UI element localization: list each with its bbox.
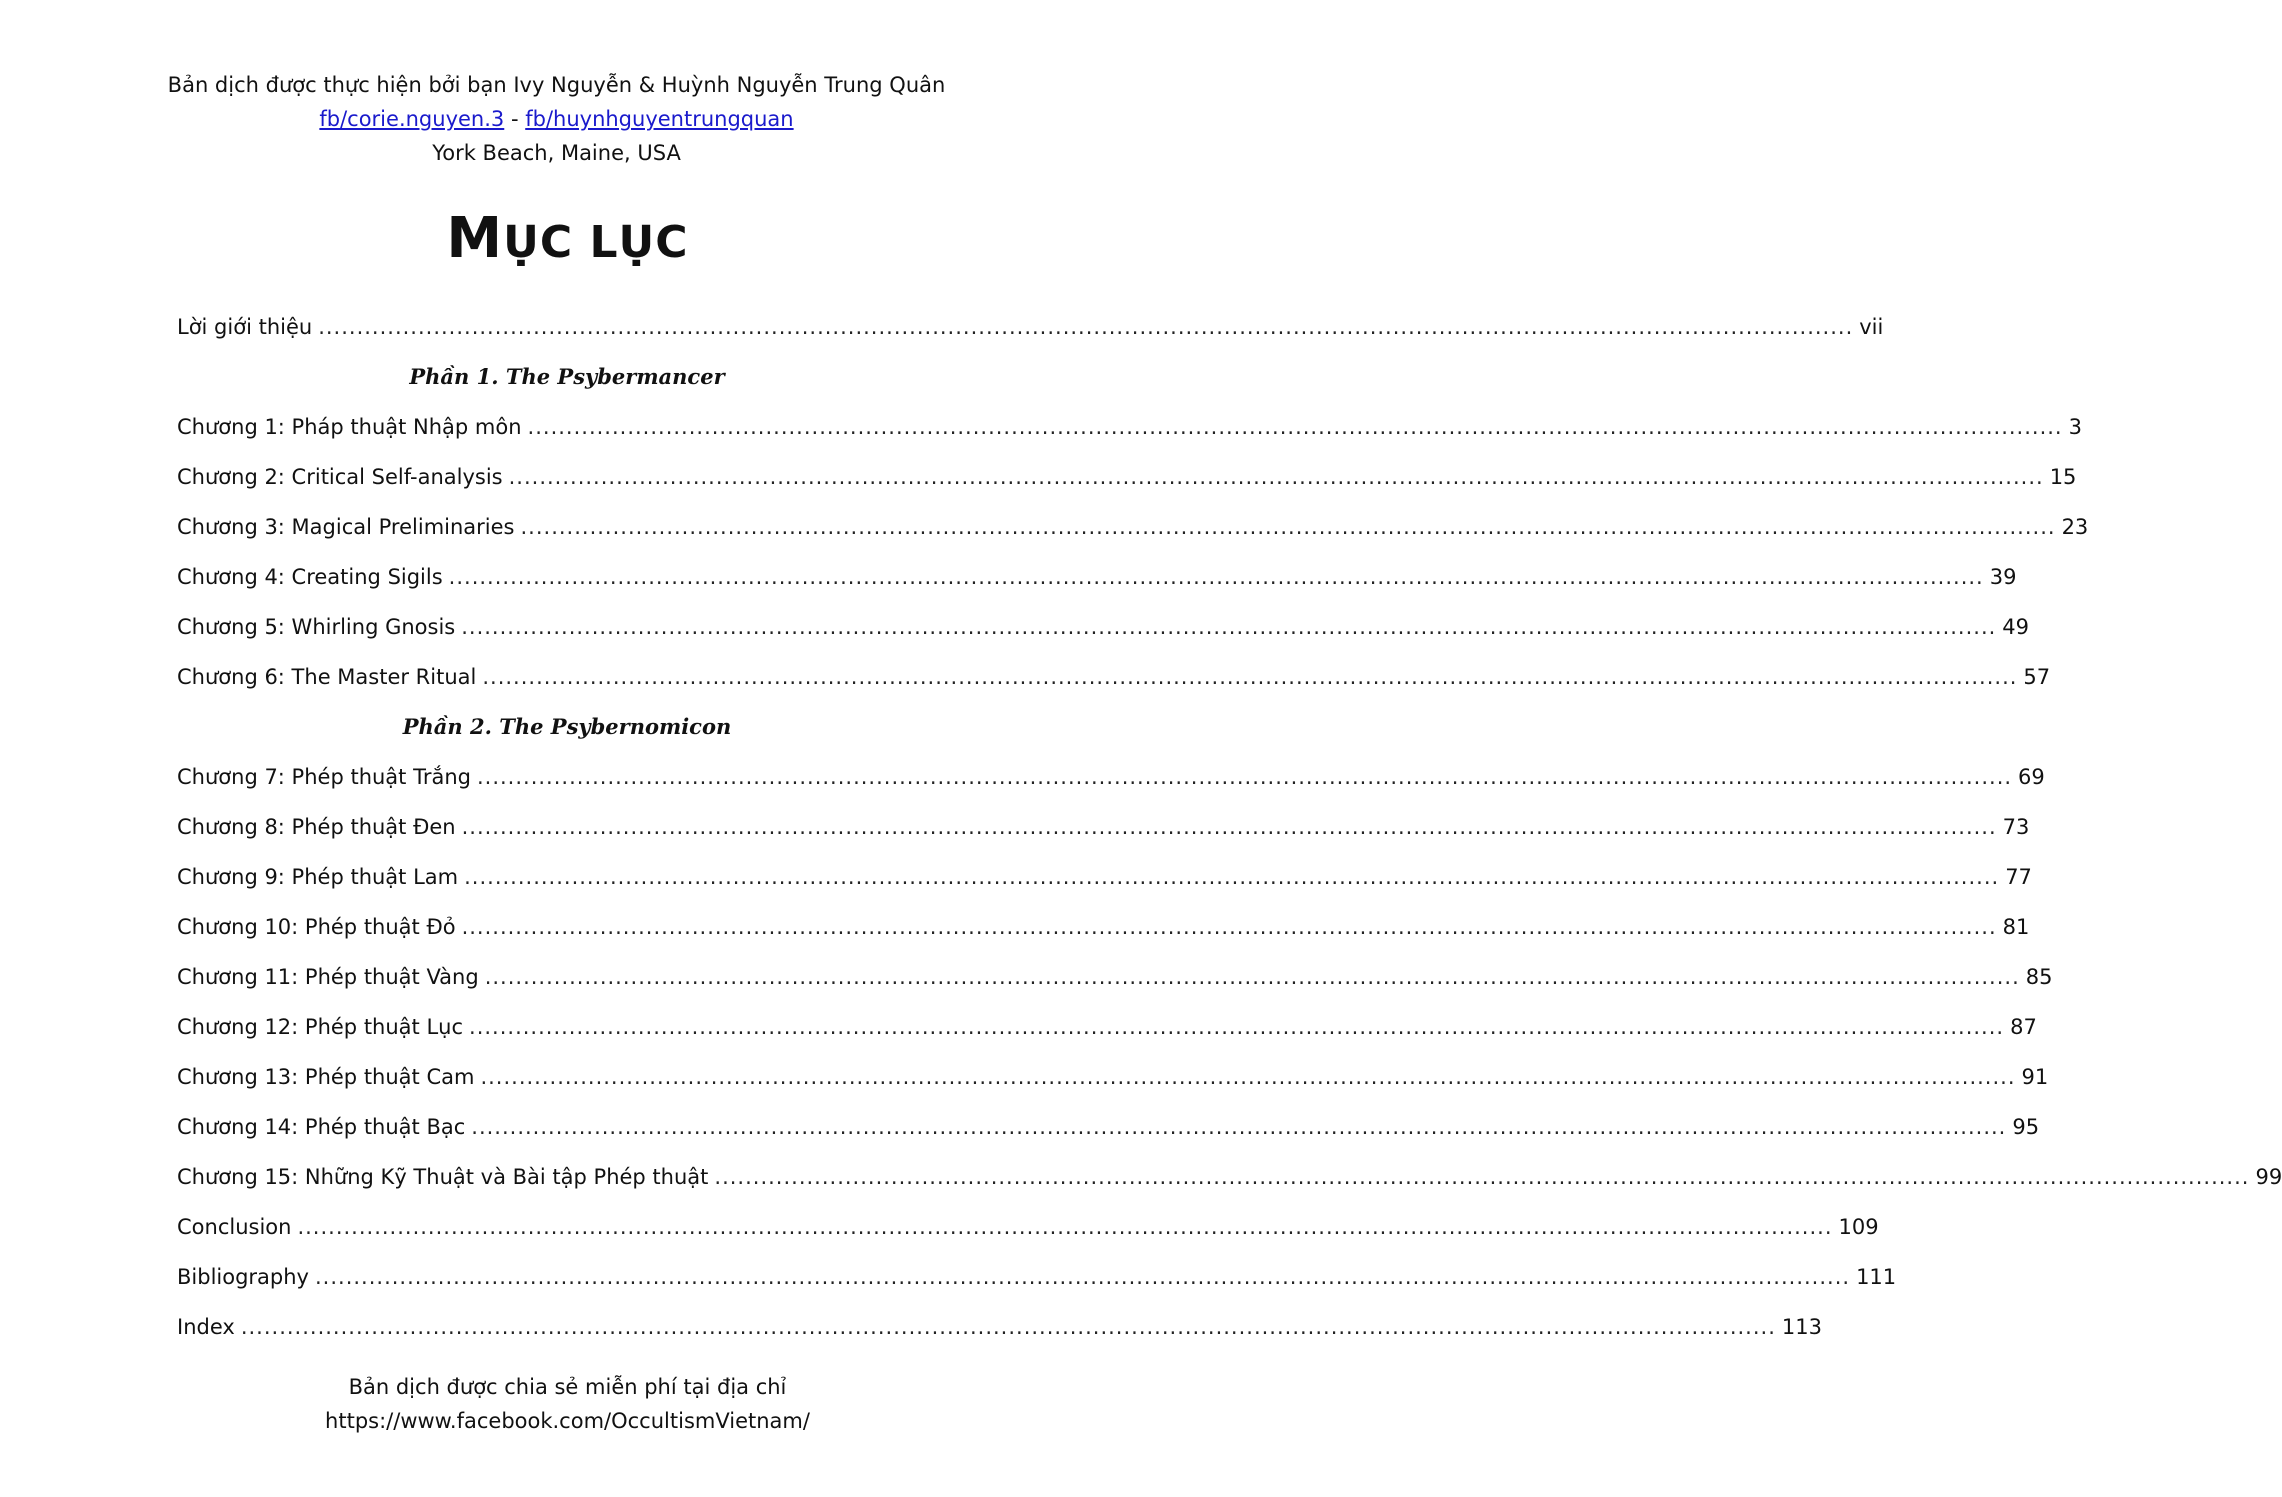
title-first-letter: M	[446, 206, 504, 271]
toc-entry-label: Conclusion	[177, 1215, 292, 1239]
toc-entry-page: 85	[2025, 965, 2053, 989]
title-rest: ỤC LỤC	[503, 217, 689, 268]
share-notice	[0, 1370, 1135, 1438]
dot-leader: ........................................................................................................................................................................................................	[482, 665, 2018, 689]
part2-entries	[177, 760, 2282, 1360]
toc-entry-page: 77	[2005, 865, 2032, 889]
dot-leader: ........................................................................................................................................................................................................	[315, 1265, 1851, 1289]
table-of-contents	[177, 310, 2282, 1360]
toc-entry[interactable]	[177, 810, 2030, 860]
dot-leader: ........................................................................................................................................................................................................	[471, 1115, 2007, 1139]
toc-entry-label: Chương 4: Creating Sigils	[177, 565, 443, 589]
toc-entry-label: Chương 10: Phép thuật Đỏ	[177, 915, 456, 939]
toc-entry[interactable]	[177, 660, 2051, 710]
toc-entry-label: Lời giới thiệu	[177, 315, 313, 339]
toc-entry-label: Index	[177, 1315, 235, 1339]
share-url: https://www.facebook.com/OccultismVietnam/	[325, 1409, 810, 1433]
dot-leader: ........................................................................................................................................................................................................	[318, 315, 1854, 339]
toc-entry[interactable]	[177, 560, 2017, 610]
dot-leader: ........................................................................................................................................................................................................	[714, 1165, 2250, 1189]
dot-leader: ........................................................................................................................................................................................................	[476, 765, 2013, 789]
toc-entry-label: Chương 8: Phép thuật Đen	[177, 815, 456, 839]
toc-entry[interactable]	[177, 1010, 2037, 1060]
toc-entry-intro[interactable]	[177, 310, 1884, 360]
dot-leader: ........................................................................................................................................................................................................	[461, 915, 1997, 939]
toc-entry-label: Chương 7: Phép thuật Trắng	[177, 765, 471, 789]
dot-leader: ........................................................................................................................................................................................................	[461, 815, 1997, 839]
toc-entry-label: Chương 1: Pháp thuật Nhập môn	[177, 415, 522, 439]
toc-entry-page: 95	[2012, 1115, 2040, 1139]
dot-leader: ........................................................................................................................................................................................................	[480, 1065, 2016, 1089]
toc-entry[interactable]	[177, 1310, 1822, 1360]
toc-entry-page: 91	[2021, 1065, 2049, 1089]
toc-entry[interactable]	[177, 1260, 1897, 1310]
toc-entry-label: Bibliography	[177, 1265, 309, 1289]
link-separator: -	[510, 107, 519, 131]
toc-entry-page: 23	[2061, 515, 2089, 539]
toc-entry[interactable]	[177, 1110, 2040, 1160]
toc-entry-page: 49	[2002, 615, 2030, 639]
toc-entry-page: 15	[2049, 465, 2077, 489]
toc-entry-page: 99	[2255, 1165, 2282, 1189]
dot-leader: ........................................................................................................................................................................................................	[508, 465, 2044, 489]
dot-leader: ........................................................................................................................................................................................................	[464, 865, 2000, 889]
toc-entry-page: 111	[1856, 1265, 1897, 1289]
translator-credits	[0, 68, 1113, 170]
toc-entry-label: Chương 3: Magical Preliminaries	[177, 515, 515, 539]
toc-entry[interactable]	[177, 1060, 2049, 1110]
credits-line: Bản dịch được thực hiện bởi bạn Ivy Nguyễn & Huỳnh Nguyễn Trung Quân	[167, 73, 946, 97]
dot-leader: ........................................................................................................................................................................................................	[448, 565, 1984, 589]
toc-entry-label: Chương 5: Whirling Gnosis	[177, 615, 456, 639]
toc-entry-label: Chương 14: Phép thuật Bạc	[177, 1115, 466, 1139]
toc-entry-page: 109	[1838, 1215, 1879, 1239]
toc-entry[interactable]	[177, 1210, 1879, 1260]
toc-entry-page: 69	[2018, 765, 2045, 789]
toc-entry-page: 57	[2023, 665, 2051, 689]
toc-entry[interactable]	[177, 760, 2045, 810]
toc-entry-label: Chương 13: Phép thuật Cam	[177, 1065, 475, 1089]
link-corie-nguyen[interactable]: fb/corie.nguyen.3	[319, 107, 505, 131]
toc-entry[interactable]	[177, 960, 2053, 1010]
toc-entry-page: vii	[1859, 315, 1884, 339]
toc-entry-label: Chương 15: Những Kỹ Thuật và Bài tập Phép thuật	[177, 1165, 709, 1189]
toc-entry[interactable]	[177, 910, 2030, 960]
dot-leader: ........................................................................................................................................................................................................	[469, 1015, 2005, 1039]
toc-entry-page: 39	[1989, 565, 2017, 589]
dot-leader: ........................................................................................................................................................................................................	[297, 1215, 1833, 1239]
share-notice-text: Bản dịch được chia sẻ miễn phí tại địa chỉ	[348, 1375, 787, 1399]
part-heading-1: Phần 1. The Psybermancer	[409, 364, 725, 389]
toc-entry-page: 87	[2010, 1015, 2037, 1039]
toc-entry[interactable]	[177, 860, 2032, 910]
toc-entry-label: Chương 9: Phép thuật Lam	[177, 865, 459, 889]
toc-entry-page: 81	[2002, 915, 2030, 939]
toc-entry-page: 113	[1781, 1315, 1822, 1339]
toc-entry[interactable]	[177, 510, 2089, 560]
dot-leader: ........................................................................................................................................................................................................	[520, 515, 2056, 539]
toc-entry-label: Chương 12: Phép thuật Lục	[177, 1015, 464, 1039]
toc-entry-page: 73	[2002, 815, 2030, 839]
dot-leader: ........................................................................................................................................................................................................	[461, 615, 1997, 639]
toc-entry-label: Chương 6: The Master Ritual	[177, 665, 477, 689]
credits-location: York Beach, Maine, USA	[432, 141, 681, 165]
toc-entry[interactable]	[177, 410, 2082, 460]
toc-entry-page: 3	[2068, 415, 2082, 439]
toc-entry[interactable]	[177, 1160, 2282, 1210]
toc-entry-label: Chương 2: Critical Self-analysis	[177, 465, 503, 489]
toc-entry[interactable]	[177, 610, 2030, 660]
toc-entry[interactable]	[177, 460, 2077, 510]
dot-leader: ........................................................................................................................................................................................................	[527, 415, 2063, 439]
dot-leader: ........................................................................................................................................................................................................	[240, 1315, 1776, 1339]
dot-leader: ........................................................................................................................................................................................................	[484, 965, 2020, 989]
page-title	[0, 206, 1135, 271]
link-huynhguyentrungquan[interactable]: fb/huynhguyentrungquan	[525, 107, 794, 131]
toc-entry-label: Chương 11: Phép thuật Vàng	[177, 965, 479, 989]
part-heading-2: Phần 2. The Psybernomicon	[402, 714, 732, 739]
part1-entries	[177, 410, 2089, 710]
credits-links	[0, 102, 1113, 136]
